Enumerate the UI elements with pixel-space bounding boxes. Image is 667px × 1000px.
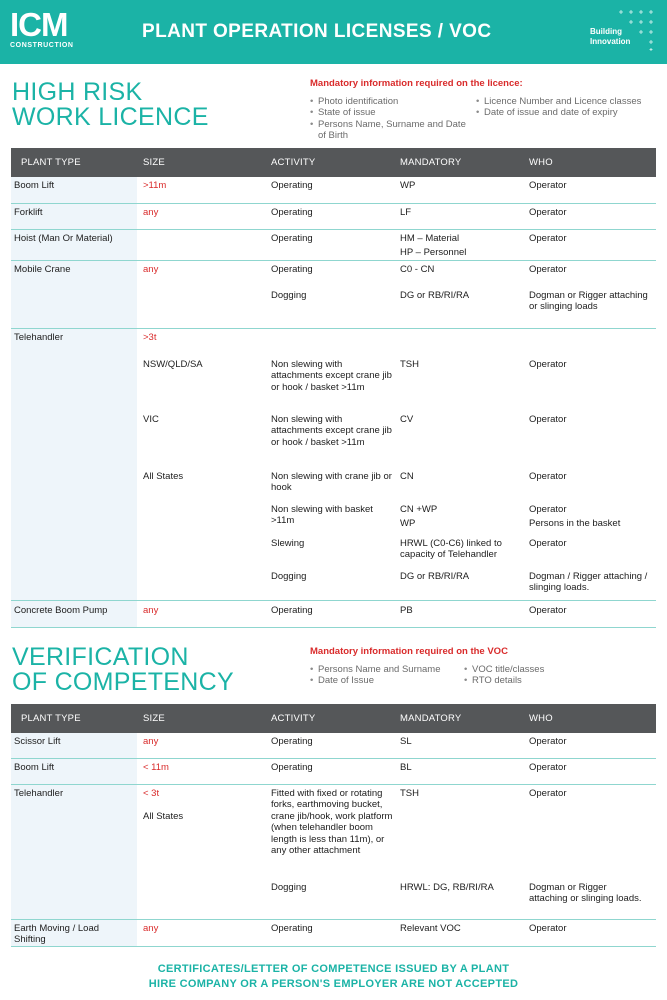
- hrwl-title: [12, 80, 209, 130]
- logo-mark: ICM: [10, 6, 68, 43]
- activity-cell: Non slewing with crane jib or hook: [271, 471, 392, 494]
- hrwl-plant-column-bg: [11, 177, 137, 627]
- who-cell: Operator: [529, 605, 567, 616]
- activity-cell: Operating: [271, 264, 313, 275]
- plant-type-cell: Scissor Lift: [14, 736, 61, 747]
- activity-cell: Fitted with fixed or rotating forks, earthmoving bucket, crane jib/hook, work platform (when telehandler boom length is less than 11m), or any other attachment: [271, 788, 393, 857]
- tagline-line-2: Innovation: [590, 37, 631, 46]
- size-cell: >11m: [143, 180, 167, 191]
- hrwl-mandatory-heading: Mandatory information required on the licence:: [310, 78, 523, 89]
- mandatory-cell: PB: [400, 605, 413, 616]
- activity-cell: Operating: [271, 180, 313, 191]
- plant-type-cell: Boom Lift: [14, 762, 55, 773]
- footer-line-2: HIRE COMPANY OR A PERSON'S EMPLOYER ARE NOT ACCEPTED: [148, 978, 519, 990]
- column-header: WHO: [529, 157, 553, 168]
- plant-type-cell: Earth Moving / Load Shifting: [14, 923, 100, 946]
- voc-title-line-1: VERIFICATION: [12, 643, 189, 671]
- activity-cell: Operating: [271, 762, 313, 773]
- plant-type-cell: Telehandler: [14, 788, 64, 799]
- activity-cell: Slewing: [271, 538, 305, 549]
- mandatory-cell: BL: [400, 762, 412, 773]
- hrwl-table-header: [11, 148, 656, 177]
- mandatory-cell: HRWL (C0-C6) linked to capacity of Telehandler: [400, 538, 502, 561]
- column-header: MANDATORY: [400, 157, 462, 168]
- page-title: PLANT OPERATION LICENSES / VOC: [142, 21, 492, 42]
- size-cell: any: [143, 264, 159, 275]
- column-header: ACTIVITY: [271, 157, 316, 168]
- bullet-item: • Date of Issue: [310, 675, 470, 686]
- mandatory-cell: DG or RB/RI/RA: [400, 290, 470, 301]
- mandatory-cell: CN +WP: [400, 504, 438, 515]
- bullet-item: • Persons Name and Surname: [310, 664, 470, 675]
- footer-line-1: CERTIFICATES/LETTER OF COMPETENCE ISSUED BY A PLANT: [157, 963, 510, 975]
- plant-type-cell: Boom Lift: [14, 180, 55, 191]
- mandatory-cell: Relevant VOC: [400, 923, 461, 934]
- activity-cell: Non slewing with attachments except crane jib or hook / basket >11m: [271, 414, 392, 448]
- activity-cell: Operating: [271, 207, 313, 218]
- plant-type-cell: Hoist (Man Or Material): [14, 233, 113, 244]
- bullet-item: • Licence Number and Licence classes: [476, 96, 646, 107]
- mandatory-cell: CN: [400, 471, 414, 482]
- hrwl-mandatory-info: [310, 78, 642, 142]
- row-divider: [11, 203, 656, 204]
- mandatory-cell: WP: [400, 180, 416, 191]
- mandatory-cell: TSH: [400, 359, 419, 370]
- activity-cell: Operating: [271, 923, 313, 934]
- voc-mandatory-info: [310, 646, 545, 687]
- mandatory-cell: TSH: [400, 788, 419, 799]
- column-header: SIZE: [143, 157, 165, 168]
- row-divider: [11, 260, 656, 261]
- state-cell: All States: [143, 471, 184, 482]
- size-cell: >3t: [143, 332, 157, 343]
- row-divider: [11, 946, 656, 947]
- row-divider: [11, 919, 656, 920]
- who-cell: Operator: [529, 762, 567, 773]
- hrwl-title-line-1: HIGH RISK: [12, 78, 143, 106]
- mandatory-cell: HM – Material: [400, 233, 460, 244]
- row-divider: [11, 758, 656, 759]
- who-cell: Dogman or Rigger attaching or slinging loads.: [529, 882, 642, 905]
- plant-type-cell: Concrete Boom Pump: [14, 605, 108, 616]
- who-cell: Operator: [529, 414, 567, 425]
- footer-notice: [0, 962, 667, 992]
- row-divider: [11, 229, 656, 230]
- row-divider: [11, 600, 656, 601]
- hrwl-title-line-2: WORK LICENCE: [12, 103, 209, 131]
- who-cell: Operator: [529, 538, 567, 549]
- row-divider: [11, 328, 656, 329]
- activity-cell: Dogging: [271, 571, 307, 582]
- activity-cell: Dogging: [271, 882, 307, 893]
- size-cell: < 3t: [143, 788, 160, 799]
- activity-cell: Operating: [271, 233, 313, 244]
- who-cell: Dogman / Rigger attaching / slinging loads.: [529, 571, 648, 594]
- bullet-item: • Photo identification: [310, 96, 470, 107]
- size-cell: any: [143, 207, 159, 218]
- size-cell: < 11m: [143, 762, 169, 773]
- activity-cell: Dogging: [271, 290, 307, 301]
- column-header: WHO: [529, 713, 553, 724]
- state-cell: All States: [143, 811, 184, 822]
- mandatory-cell: HRWL: DG, RB/RI/RA: [400, 882, 494, 893]
- plant-type-cell: Mobile Crane: [14, 264, 71, 275]
- activity-cell: Operating: [271, 605, 313, 616]
- who-cell: Persons in the basket: [529, 518, 621, 529]
- column-header: ACTIVITY: [271, 713, 316, 724]
- row-divider: [11, 784, 656, 785]
- activity-cell: Non slewing with basket >11m: [271, 504, 373, 527]
- size-cell: any: [143, 736, 159, 747]
- voc-mandatory-heading: Mandatory information required on the VOC: [310, 646, 508, 657]
- mandatory-cell: CV: [400, 414, 414, 425]
- mandatory-cell: DG or RB/RI/RA: [400, 571, 470, 582]
- bullet-item: • VOC title/classes: [464, 664, 634, 675]
- mandatory-cell: SL: [400, 736, 412, 747]
- who-cell: Operator: [529, 264, 567, 275]
- who-cell: Operator: [529, 180, 567, 191]
- bullet-item: • State of issue: [310, 107, 470, 118]
- tagline-line-1: Building: [590, 27, 622, 36]
- logo-subtitle: CONSTRUCTION: [10, 42, 74, 49]
- column-header: SIZE: [143, 713, 165, 724]
- row-divider: [11, 627, 656, 628]
- activity-cell: Operating: [271, 736, 313, 747]
- column-header: MANDATORY: [400, 713, 462, 724]
- state-cell: VIC: [143, 414, 159, 425]
- who-cell: Operator: [529, 471, 567, 482]
- size-cell: any: [143, 605, 159, 616]
- who-cell: Operator: [529, 504, 567, 515]
- mandatory-cell: HP – Personnel: [400, 247, 467, 258]
- who-cell: Operator: [529, 736, 567, 747]
- bullet-item: • Date of issue and date of expiry: [476, 107, 646, 118]
- plant-type-cell: Forklift: [14, 207, 43, 218]
- page-header: [0, 0, 667, 64]
- mandatory-cell: LF: [400, 207, 412, 218]
- column-header: PLANT TYPE: [21, 713, 81, 724]
- who-cell: Operator: [529, 233, 567, 244]
- activity-cell: Non slewing with attachments except crane jib or hook / basket >11m: [271, 359, 392, 393]
- size-cell: any: [143, 923, 159, 934]
- voc-table-header: [11, 704, 656, 733]
- who-cell: Dogman or Rigger attaching or slinging loads: [529, 290, 648, 313]
- who-cell: Operator: [529, 788, 567, 799]
- state-cell: NSW/QLD/SA: [143, 359, 203, 370]
- tagline: [590, 27, 630, 47]
- column-header: PLANT TYPE: [21, 157, 81, 168]
- who-cell: Operator: [529, 359, 567, 370]
- bullet-item: • RTO details: [464, 675, 634, 686]
- mandatory-cell: WP: [400, 518, 416, 529]
- bullet-item: • Persons Name, Surname and Date of Birth: [310, 119, 470, 142]
- company-logo: [10, 6, 74, 51]
- voc-title-line-2: OF COMPETENCY: [12, 668, 234, 696]
- mandatory-cell: C0 - CN: [400, 264, 435, 275]
- who-cell: Operator: [529, 207, 567, 218]
- voc-title: [12, 645, 234, 695]
- who-cell: Operator: [529, 923, 567, 934]
- plant-type-cell: Telehandler: [14, 332, 64, 343]
